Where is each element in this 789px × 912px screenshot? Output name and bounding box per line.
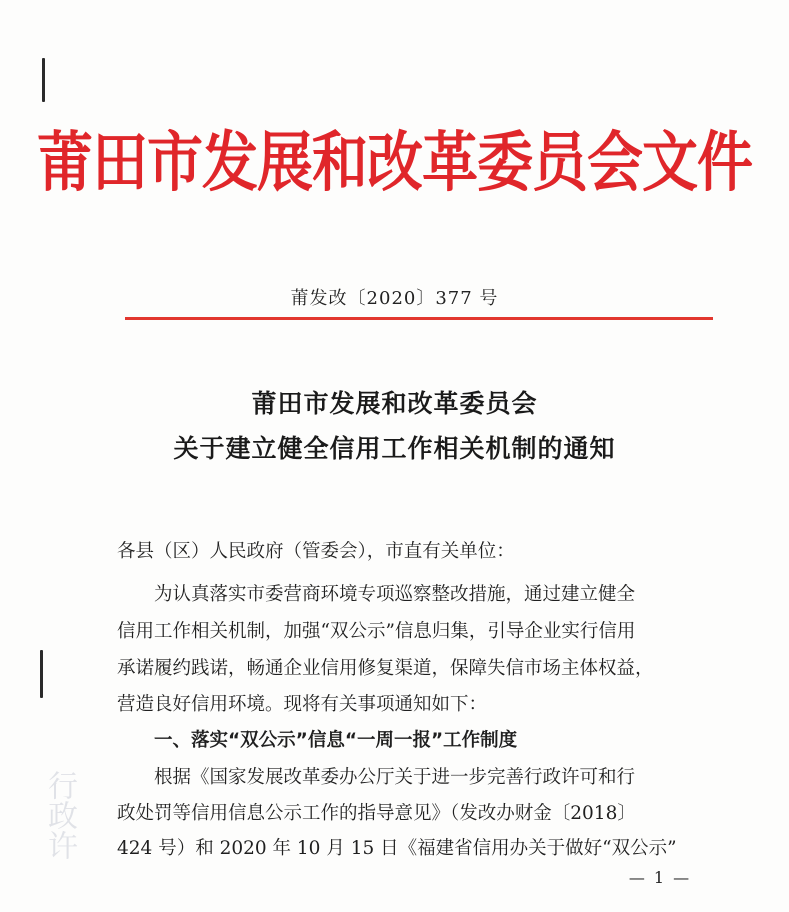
issuing-org-header: 莆田市发展和改革委员会文件 — [37, 125, 752, 201]
paragraph-1-line-4: 营造良好信用环境。现将有关事项通知如下： — [117, 694, 488, 715]
paragraph-1-line-2: 信用工作相关机制，加强“双公示”信息归集，引导企业实行信用 — [117, 621, 636, 642]
paragraph-2-line-2: 政处罚等信用信息公示工作的指导意见》（发改办财金〔2018〕 — [117, 803, 636, 824]
paragraph-2-line-3: 424 号）和 2020 年 10 月 15 日《福建省信用办关于做好“双公示” — [117, 838, 677, 859]
paragraph-2-line-1: 根据《国家发展改革委办公厅关于进一步完善行政许可和行 — [154, 767, 636, 788]
section-heading-1: 一、落实“双公示”信息“一周一报”工作制度 — [154, 730, 518, 751]
document-title-line-2: 关于建立健全信用工作相关机制的通知 — [173, 434, 616, 463]
paragraph-1-line-1: 为认真落实市委营商环境专项巡察整改措施，通过建立健全 — [154, 584, 636, 605]
red-separator-rule — [125, 317, 713, 320]
document-title-line-1: 莆田市发展和改革委员会 — [251, 389, 538, 418]
page-number: — 1 — — [628, 868, 692, 887]
salutation: 各县（区）人民政府（管委会），市直有关单位： — [117, 541, 515, 562]
binding-mark-middle — [40, 650, 43, 698]
binding-mark-top — [42, 58, 45, 102]
document-number: 莆发改〔2020〕377 号 — [290, 288, 499, 309]
faint-handwriting-mark: 行政许 — [42, 770, 77, 860]
paragraph-1-line-3: 承诺履约践诺，畅通企业信用修复渠道，保障失信市场主体权益， — [117, 658, 654, 679]
